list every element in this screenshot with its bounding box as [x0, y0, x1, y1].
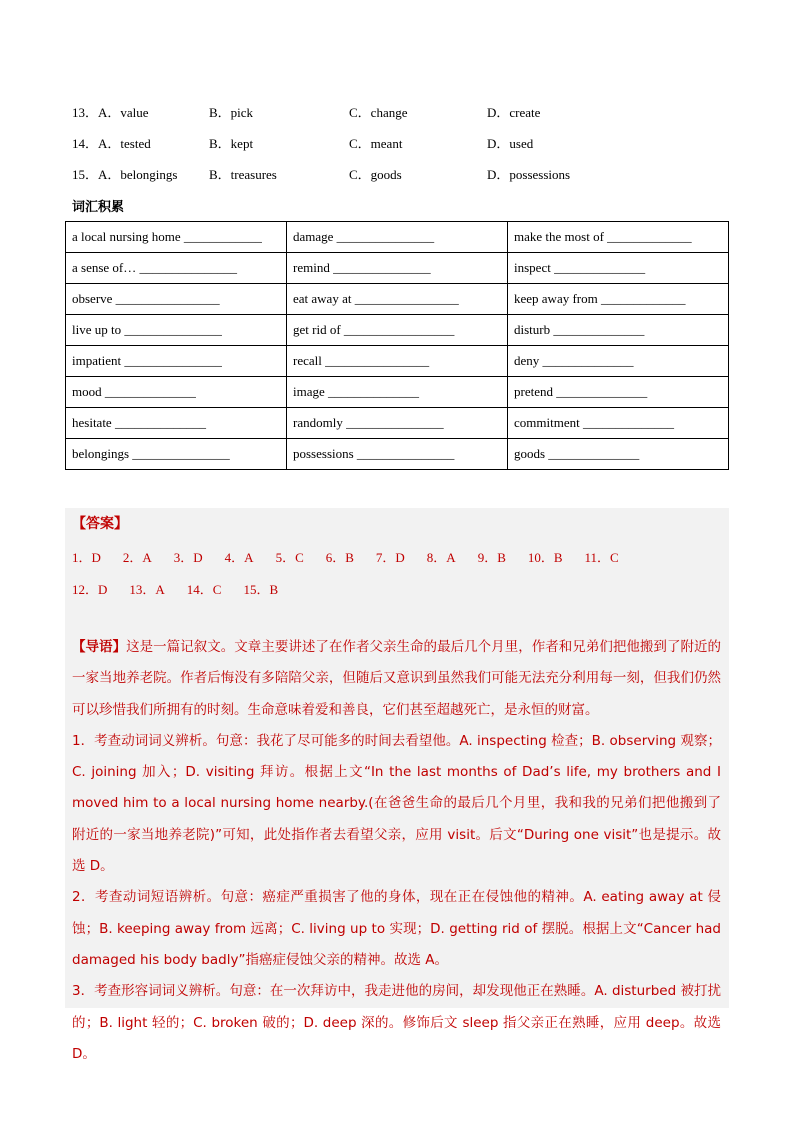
vocab-cell: belongings _______________ [66, 439, 287, 470]
vocab-cell: keep away from _____________ [508, 284, 729, 315]
option-d: D．create [487, 105, 541, 120]
vocab-cell: make the most of _____________ [508, 222, 729, 253]
option-a [72, 133, 151, 152]
table-row [66, 439, 729, 470]
answer-item: 2．A [122, 550, 152, 565]
vocab-cell: damage _______________ [287, 222, 508, 253]
vocab-cell: commitment ______________ [508, 408, 729, 439]
option-c: C．goods [349, 167, 402, 182]
option-c: C．change [349, 105, 408, 120]
answer-item: 11．C [584, 550, 619, 565]
option-a-text: A．belongings [98, 167, 178, 182]
question-number: 13． [72, 105, 99, 120]
option-row-15 [72, 164, 732, 195]
answer-item: 15．B [243, 582, 279, 597]
option-b: B．pick [209, 105, 254, 120]
answer-item: 14．C [186, 582, 222, 597]
option-a [72, 102, 149, 121]
answer-item: 12．D [72, 582, 108, 597]
vocab-cell: mood ______________ [66, 377, 287, 408]
vocab-title: 词汇积累 [72, 200, 125, 215]
table-row [66, 346, 729, 377]
vocab-cell: remind _______________ [287, 253, 508, 284]
answer-item: 9．B [477, 550, 506, 565]
vocab-cell: eat away at ________________ [287, 284, 508, 315]
vocab-cell: a sense of… _______________ [66, 253, 287, 284]
answer-item: 4．A [224, 550, 254, 565]
intro-lead: 【导语】 [72, 639, 127, 655]
vocab-cell: impatient _______________ [66, 346, 287, 377]
answer-item: 3．D [173, 550, 203, 565]
option-row-14 [72, 133, 732, 164]
answer-line-1 [72, 547, 619, 566]
vocab-cell: randomly _______________ [287, 408, 508, 439]
explanation-body [72, 632, 721, 1070]
vocab-cell: hesitate ______________ [66, 408, 287, 439]
vocab-cell: get rid of _________________ [287, 315, 508, 346]
answer-item: 1．D [72, 550, 101, 565]
answer-item: 5．C [275, 550, 304, 565]
answer-line-2 [72, 579, 300, 598]
question-number: 15． [72, 167, 99, 182]
answer-item: 10．B [527, 550, 563, 565]
option-c: C．meant [349, 136, 403, 151]
intro-text: 这是一篇记叙文。文章主要讲述了在作者父亲生命的最后几个月里，作者和兄弟们把他搬到了附近的一家当地养老院。作者后悔没有多陪陪父亲，但随后又意识到虽然我们可能无法充分利用每一刻，但我们仍然可以珍惜我们所拥有的时刻。生命意味着爱和善良，它们甚至超越死亡，是永恒的财富。 [72, 639, 722, 718]
table-row [66, 408, 729, 439]
option-a-text: A．value [98, 105, 149, 120]
answer-item: 8．A [426, 550, 456, 565]
vocab-cell: goods ______________ [508, 439, 729, 470]
option-b: B．kept [209, 136, 254, 151]
option-b: B．treasures [209, 167, 277, 182]
answer-item: 13．A [129, 582, 165, 597]
vocab-cell: possessions _______________ [287, 439, 508, 470]
vocab-cell: live up to _______________ [66, 315, 287, 346]
table-row [66, 253, 729, 284]
option-a-text: A．tested [98, 136, 151, 151]
explanation-2: 2．考查动词短语辨析。句意：癌症严重损害了他的身体，现在正在侵蚀他的精神。A. eating away at 侵蚀；B. keeping away from 远离；C. living up to 实现；D. getting rid of 摆脱。根据上文“Cancer had damaged his body badly”指癌症侵蚀父亲的精神。故选 A。 [72, 889, 721, 968]
intro-paragraph [72, 632, 721, 726]
explanation-1: 1．考查动词词义辨析。句意：我花了尽可能多的时间去看望他。A. inspecting 检查；B. observing 观察；C. joining 加入；D. visiting 拜访。根据上文“In the last months of Dad’s life, my brothers and I moved him to a local nursing home nearby.(在爸爸生命的最后几个月里，我和我的兄弟们把他搬到了附近的一家当地养老院)”可知，此处指作者去看望父亲，应用 visit。后文“During one visit”也是提示。故选 D。 [72, 732, 721, 875]
answer-item: 7．D [375, 550, 405, 565]
option-d: D．used [487, 136, 534, 151]
answer-item: 6．B [325, 550, 354, 565]
answer-title: 【答案】 [72, 516, 128, 532]
vocab-cell: a local nursing home ____________ [66, 222, 287, 253]
vocab-cell: observe ________________ [66, 284, 287, 315]
options-list [72, 102, 732, 195]
vocab-cell: pretend ______________ [508, 377, 729, 408]
vocab-cell: recall ________________ [287, 346, 508, 377]
vocab-cell: image ______________ [287, 377, 508, 408]
option-a [72, 164, 177, 183]
vocab-cell: deny ______________ [508, 346, 729, 377]
table-row [66, 315, 729, 346]
table-row [66, 284, 729, 315]
option-row-13 [72, 102, 732, 133]
question-number: 14． [72, 136, 99, 151]
option-d: D．possessions [487, 167, 571, 182]
table-row [66, 377, 729, 408]
vocab-cell: disturb ______________ [508, 315, 729, 346]
vocab-table [65, 221, 729, 470]
explanation-3: 3．考查形容词词义辨析。句意：在一次拜访中，我走进他的房间，却发现他正在熟睡。A. disturbed 被打扰的；B. light 轻的；C. broken 破的；D. deep 深的。修饰后文 sleep 指父亲正在熟睡，应用 deep。故选 D。 [72, 983, 721, 1062]
table-row [66, 222, 729, 253]
vocab-cell: inspect ______________ [508, 253, 729, 284]
answer-section [65, 508, 729, 1062]
